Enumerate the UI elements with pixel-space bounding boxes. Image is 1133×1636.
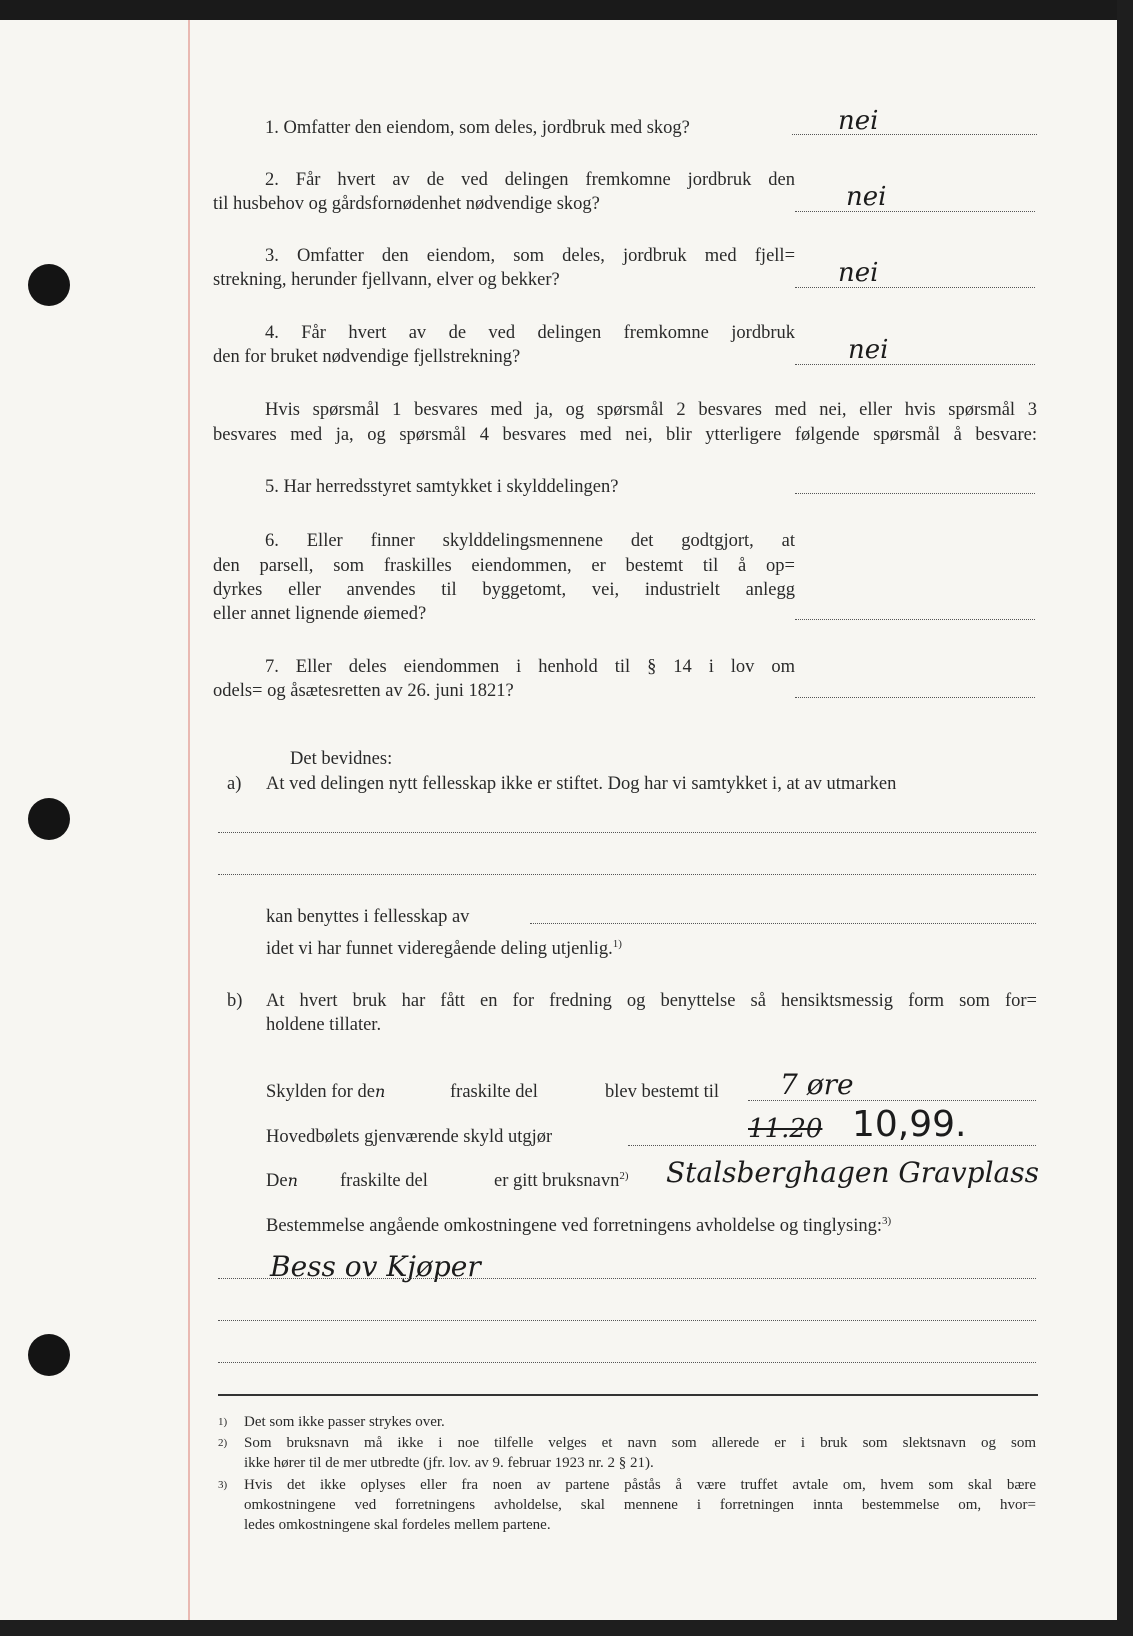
- utmark-line-1[interactable]: [218, 832, 1036, 833]
- certify-b-line-1: At hvert bruk har fått en for fredning og benyttelse så hensiktsmessig form som for=: [266, 991, 1037, 1011]
- answer-line-5[interactable]: [795, 493, 1035, 494]
- hoved-label: Hovedbølets gjenværende skyld utgjør: [266, 1127, 553, 1147]
- punch-hole: [28, 1334, 70, 1376]
- question-2-line-2: til husbehov og gårdsfornødenhet nødvendige skog?: [213, 194, 600, 214]
- question-7-line-1: 7. Eller deles eiendommen i henhold til § 14 i lov om: [265, 657, 795, 677]
- skyld-label-2: fraskilte del: [450, 1082, 538, 1102]
- question-5: 5. Har herredsstyret samtykket i skylddelingen?: [265, 477, 619, 497]
- bestemmelse-label: Bestemmelse angående omkostningene ved forretningens avholdelse og tinglysing:$^{3)}$: [266, 1214, 892, 1236]
- answer-line-1[interactable]: [792, 134, 1037, 135]
- utmark-line-2[interactable]: [218, 874, 1036, 875]
- certify-heading: Det bevidnes:: [290, 749, 393, 769]
- footnote-rule: [218, 1394, 1038, 1396]
- bruk-label-1: Den: [266, 1171, 298, 1191]
- skyld-label-3: blev bestemt til: [605, 1082, 720, 1102]
- footnote-3: 3) Hvis det ikke oplyses eller fra noen av partene påstås å være truffet avtale om, hvem som skal bære omkostningene ved forretningens avholdelse, skal mennene i forretningen innta bestemmelse om, hvor= ledes omkostningene skal fordeles mellem partene.: [218, 1477, 1036, 1533]
- bruk-label-3: er gitt bruksnavn$^{2)}$: [494, 1169, 629, 1191]
- certify-a-line2: kan benyttes i fellesskap av: [266, 907, 470, 927]
- scan-edge-bottom: [0, 1620, 1133, 1636]
- condition-line-1: Hvis spørsmål 1 besvares med ja, og spørsmål 2 besvares med nei, eller hvis spørsmål 3: [265, 400, 1037, 420]
- answer-line-3[interactable]: [795, 287, 1035, 288]
- question-1: 1. Omfatter den eiendom, som deles, jordbruk med skog?: [265, 118, 690, 138]
- punch-hole: [28, 264, 70, 306]
- footnote-2: 2) Som bruksnavn må ikke i noe tilfelle velges et navn som allerede er i bruk som slektsnavn og som ikke hører til de mer utbredte (jfr. lov. av 9. februar 1923 nr. 2 § 21).: [218, 1435, 1036, 1471]
- certify-a-text: At ved delingen nytt fellesskap ikke er stiftet. Dog har vi samtykket i, at av utmarken: [266, 774, 897, 794]
- answer-3: nei: [838, 258, 879, 288]
- fellesskap-line[interactable]: [530, 923, 1036, 924]
- question-2-line-1: 2. Får hvert av de ved delingen fremkomne jordbruk den: [265, 170, 795, 190]
- question-3-line-2: strekning, herunder fjellvann, elver og bekker?: [213, 270, 560, 290]
- certify-b-line-2: holdene tillater.: [266, 1015, 382, 1035]
- hoved-line[interactable]: [628, 1145, 1036, 1146]
- question-7-line-2: odels= og åsætesretten av 26. juni 1821?: [213, 681, 514, 701]
- hoved-value: 10,99.: [852, 1104, 967, 1145]
- question-4-line-1: 4. Får hvert av de ved delingen fremkomne jordbruk: [265, 323, 795, 343]
- bestemmelse-value: Bess ov Kjøper: [270, 1250, 481, 1283]
- bestemmelse-line-3[interactable]: [218, 1362, 1036, 1363]
- bruk-value: Stalsberghagen Gravplass: [666, 1156, 1039, 1189]
- condition-line-2: besvares med ja, og spørsmål 4 besvares med nei, blir ytterligere følgende spørsmål å besvare:: [213, 425, 1037, 445]
- bestemmelse-line-1[interactable]: [218, 1278, 1036, 1279]
- scan-edge-top: [0, 0, 1133, 20]
- bruk-label-2: fraskilte del: [340, 1171, 428, 1191]
- question-4-line-2: den for bruket nødvendige fjellstrekning?: [213, 347, 521, 367]
- skyld-label-1: Skylden for den: [266, 1082, 386, 1102]
- question-6-line-2: den parsell, som fraskilles eiendommen, er bestemt til å op=: [213, 556, 795, 576]
- skyld-value: 7 øre: [780, 1068, 854, 1101]
- question-6-line-3: dyrkes eller anvendes til byggetomt, vei, industrielt anlegg: [213, 580, 795, 600]
- margin-line: [188, 20, 190, 1620]
- answer-line-2[interactable]: [795, 211, 1035, 212]
- bestemmelse-line-2[interactable]: [218, 1320, 1036, 1321]
- answer-line-7[interactable]: [795, 697, 1035, 698]
- question-6-line-4: eller annet lignende øiemed?: [213, 604, 427, 624]
- hoved-struck-value: 11.20: [748, 1114, 823, 1144]
- punch-hole: [28, 798, 70, 840]
- scan-edge-right: [1117, 0, 1133, 1636]
- question-6-line-1: 6. Eller finner skylddelingsmennene det godtgjort, at: [265, 531, 795, 551]
- answer-1: nei: [838, 106, 879, 136]
- certify-a-line3: idet vi har funnet videregående deling utjenlig.$^{1)}$: [266, 937, 622, 959]
- answer-4: nei: [848, 335, 889, 365]
- answer-2: nei: [846, 182, 887, 212]
- answer-line-4[interactable]: [795, 364, 1035, 365]
- question-3-line-1: 3. Omfatter den eiendom, som deles, jordbruk med fjell=: [265, 246, 795, 266]
- certify-a-label: a): [227, 774, 242, 794]
- footnote-1: 1) Det som ikke passer strykes over.: [218, 1414, 445, 1430]
- answer-line-6[interactable]: [795, 619, 1035, 620]
- certify-b-label: b): [227, 991, 243, 1011]
